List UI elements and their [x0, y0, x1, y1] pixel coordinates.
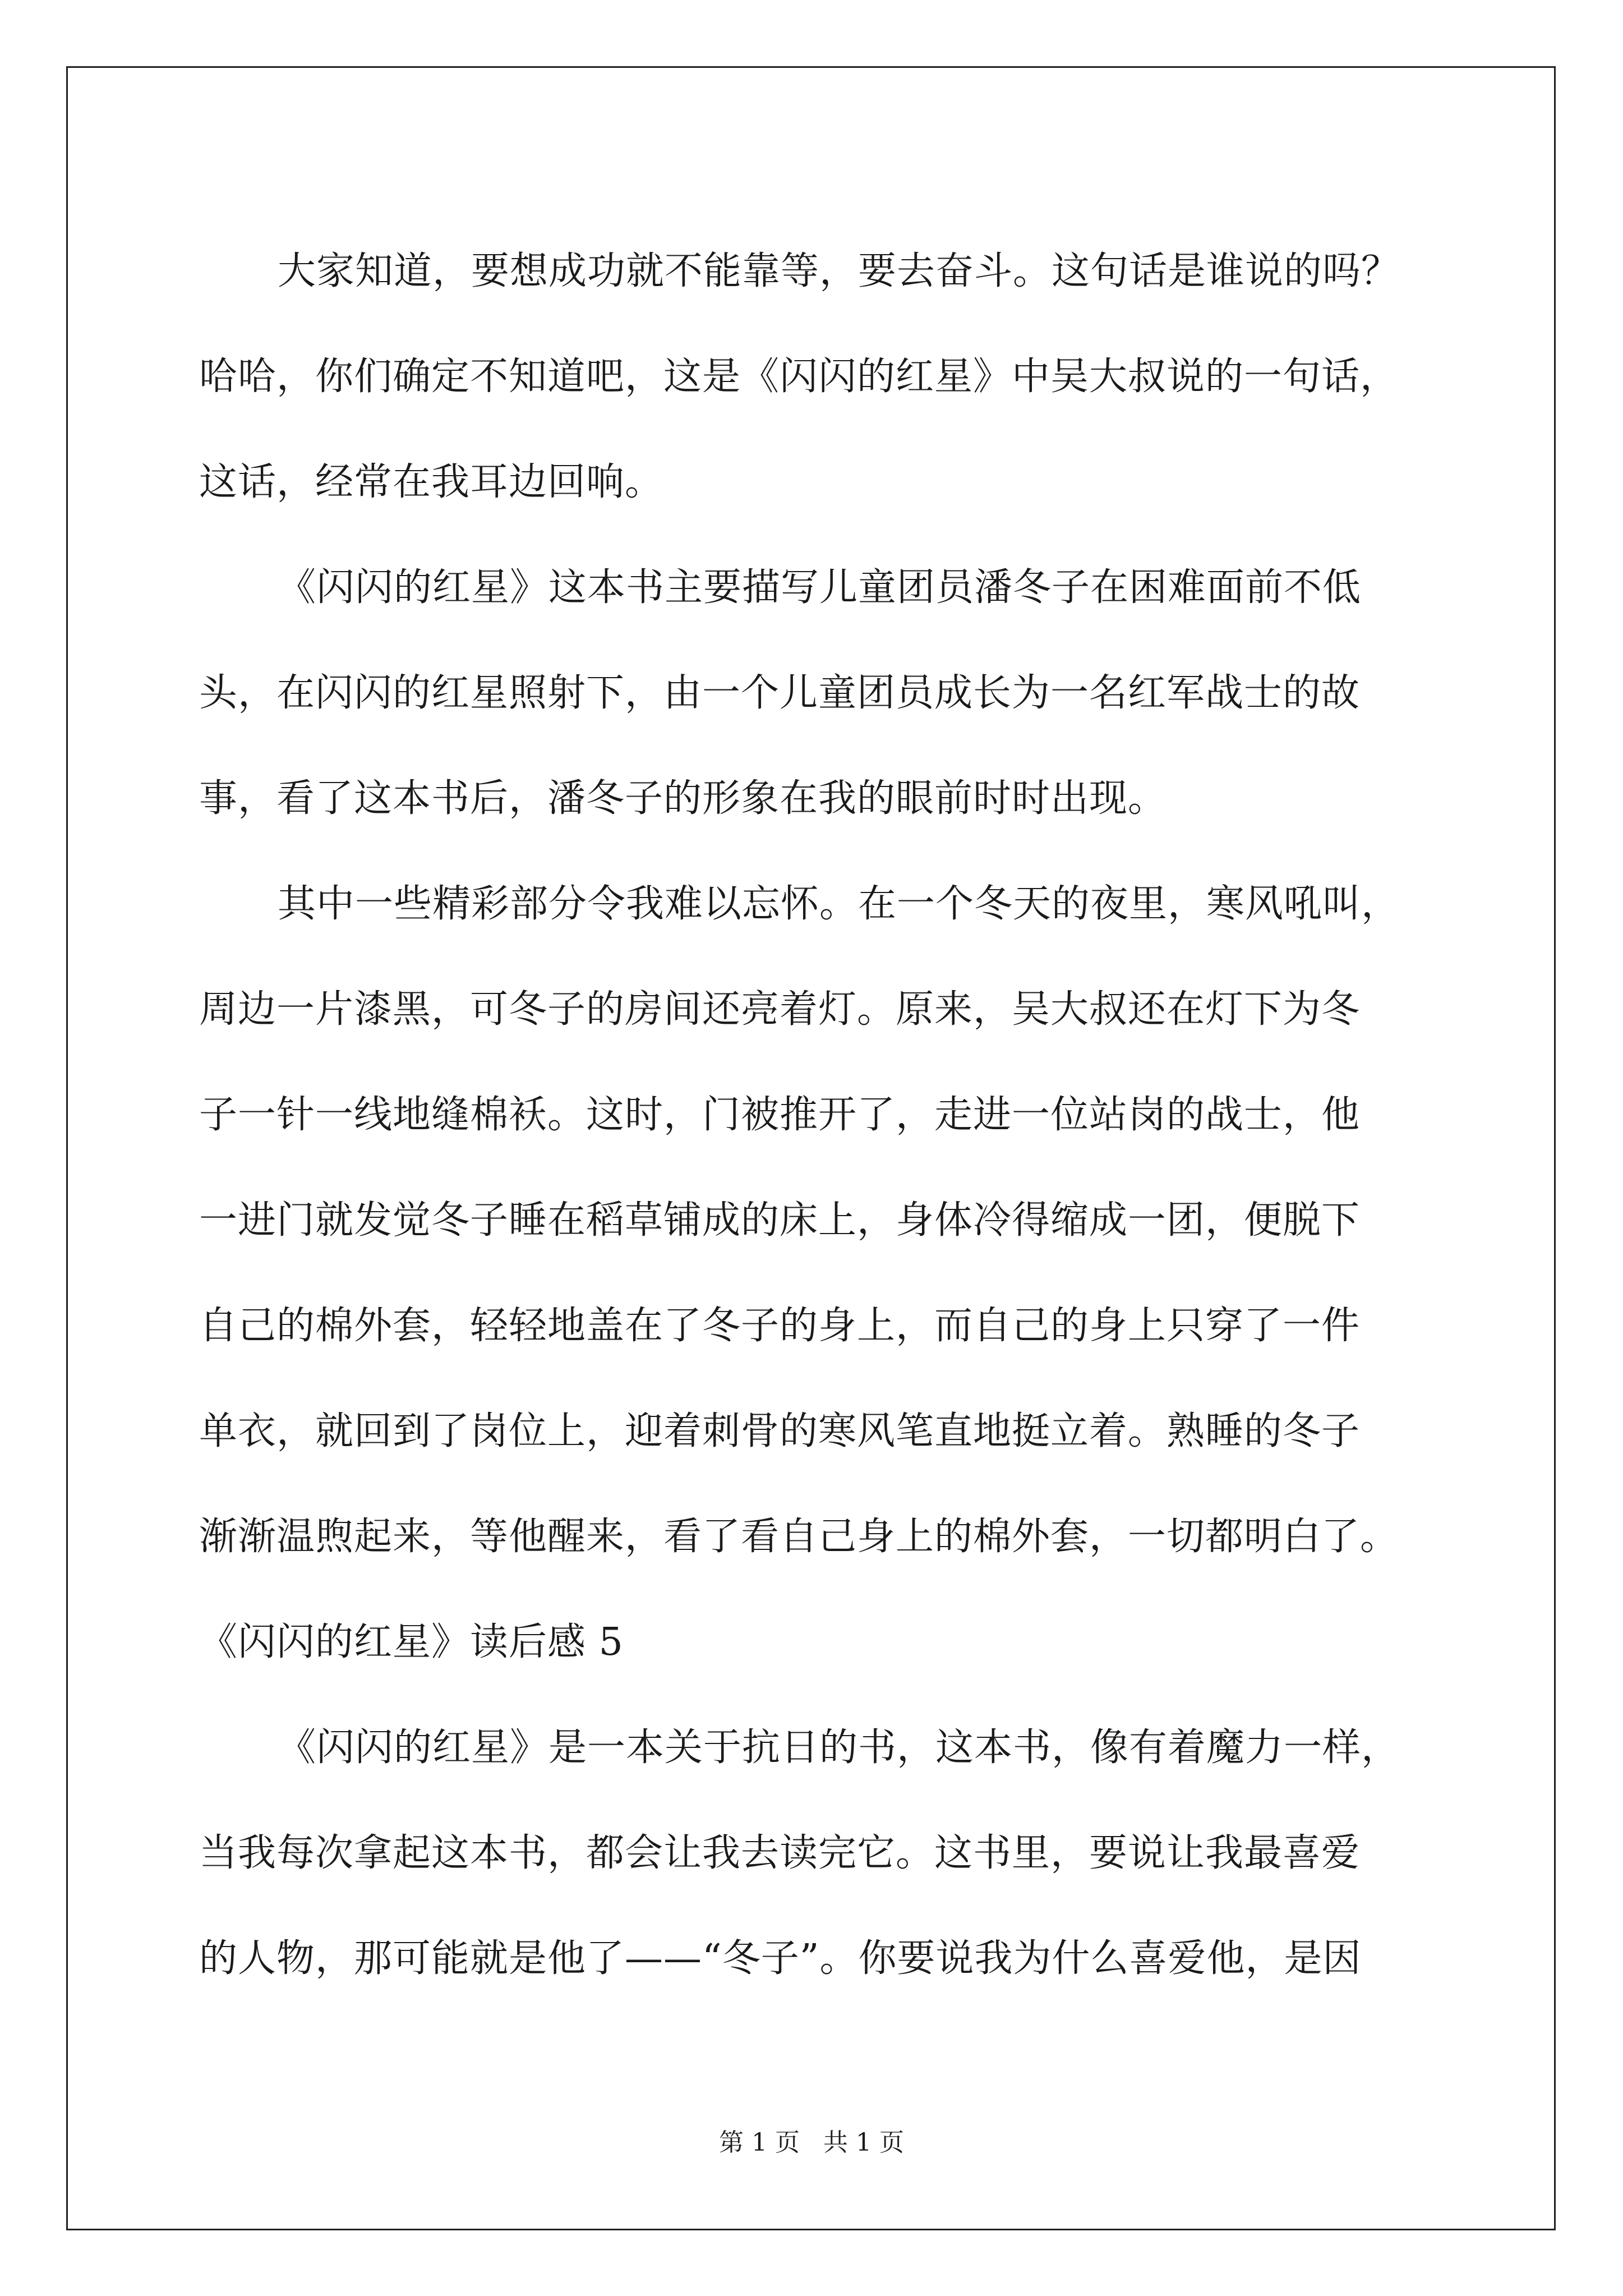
text-line: 子一针一线地缝棉袄。这时，门被推开了，走进一位站岗的战士，他: [199, 1093, 1361, 1137]
document-body: [199, 219, 1424, 2012]
text-line: 其中一些精彩部分令我难以忘怀。在一个冬天的夜里，寒风吼叫，: [278, 882, 1400, 926]
section-heading: 《闪闪的红星》读后感 5: [199, 1620, 624, 1664]
page-number: 第 1 页: [719, 2128, 800, 2157]
text-line: 这话，经常在我耳边回响。: [199, 460, 664, 504]
text-line: 的人物，那可能就是他了——“冬子”。你要说我为什么喜爱他，是因: [199, 1936, 1362, 1981]
text-line: 《闪闪的红星》这本书主要描写儿童团员潘冬子在困难面前不低: [278, 565, 1362, 610]
text-line: 哈哈，你们确定不知道吧，这是《闪闪的红星》中吴大叔说的一句话，: [199, 355, 1399, 399]
page-count: 共 1 页: [823, 2128, 904, 2157]
text-line: 当我每次拿起这本书，都会让我去读完它。这书里，要说让我最喜爱: [199, 1831, 1361, 1875]
text-line: 一进门就发觉冬子睡在稻草铺成的床上，身体冷得缩成一团，便脱下: [199, 1198, 1361, 1243]
text-line: 单衣，就回到了岗位上，迎着刺骨的寒风笔直地挺立着。熟睡的冬子: [199, 1409, 1361, 1453]
text-line: 大家知道，要想成功就不能靠等，要去奋斗。这句话是谁说的吗？: [278, 249, 1400, 293]
text-line: 事，看了这本书后，潘冬子的形象在我的眼前时时出现。: [199, 776, 1167, 821]
page-footer: [0, 2126, 1623, 2160]
text-line: 《闪闪的红星》是一本关于抗日的书，这本书，像有着魔力一样，: [278, 1726, 1400, 1770]
text-line: 渐渐温煦起来，等他醒来，看了看自己身上的棉外套，一切都明白了。: [199, 1515, 1399, 1559]
text-line: 头，在闪闪的红星照射下，由一个儿童团员成长为一名红军战士的故: [199, 671, 1361, 715]
text-line: 自己的棉外套，轻轻地盖在了冬子的身上，而自己的身上只穿了一件: [199, 1304, 1361, 1348]
text-line: 周边一片漆黑，可冬子的房间还亮着灯。原来，吴大叔还在灯下为冬: [199, 987, 1361, 1032]
